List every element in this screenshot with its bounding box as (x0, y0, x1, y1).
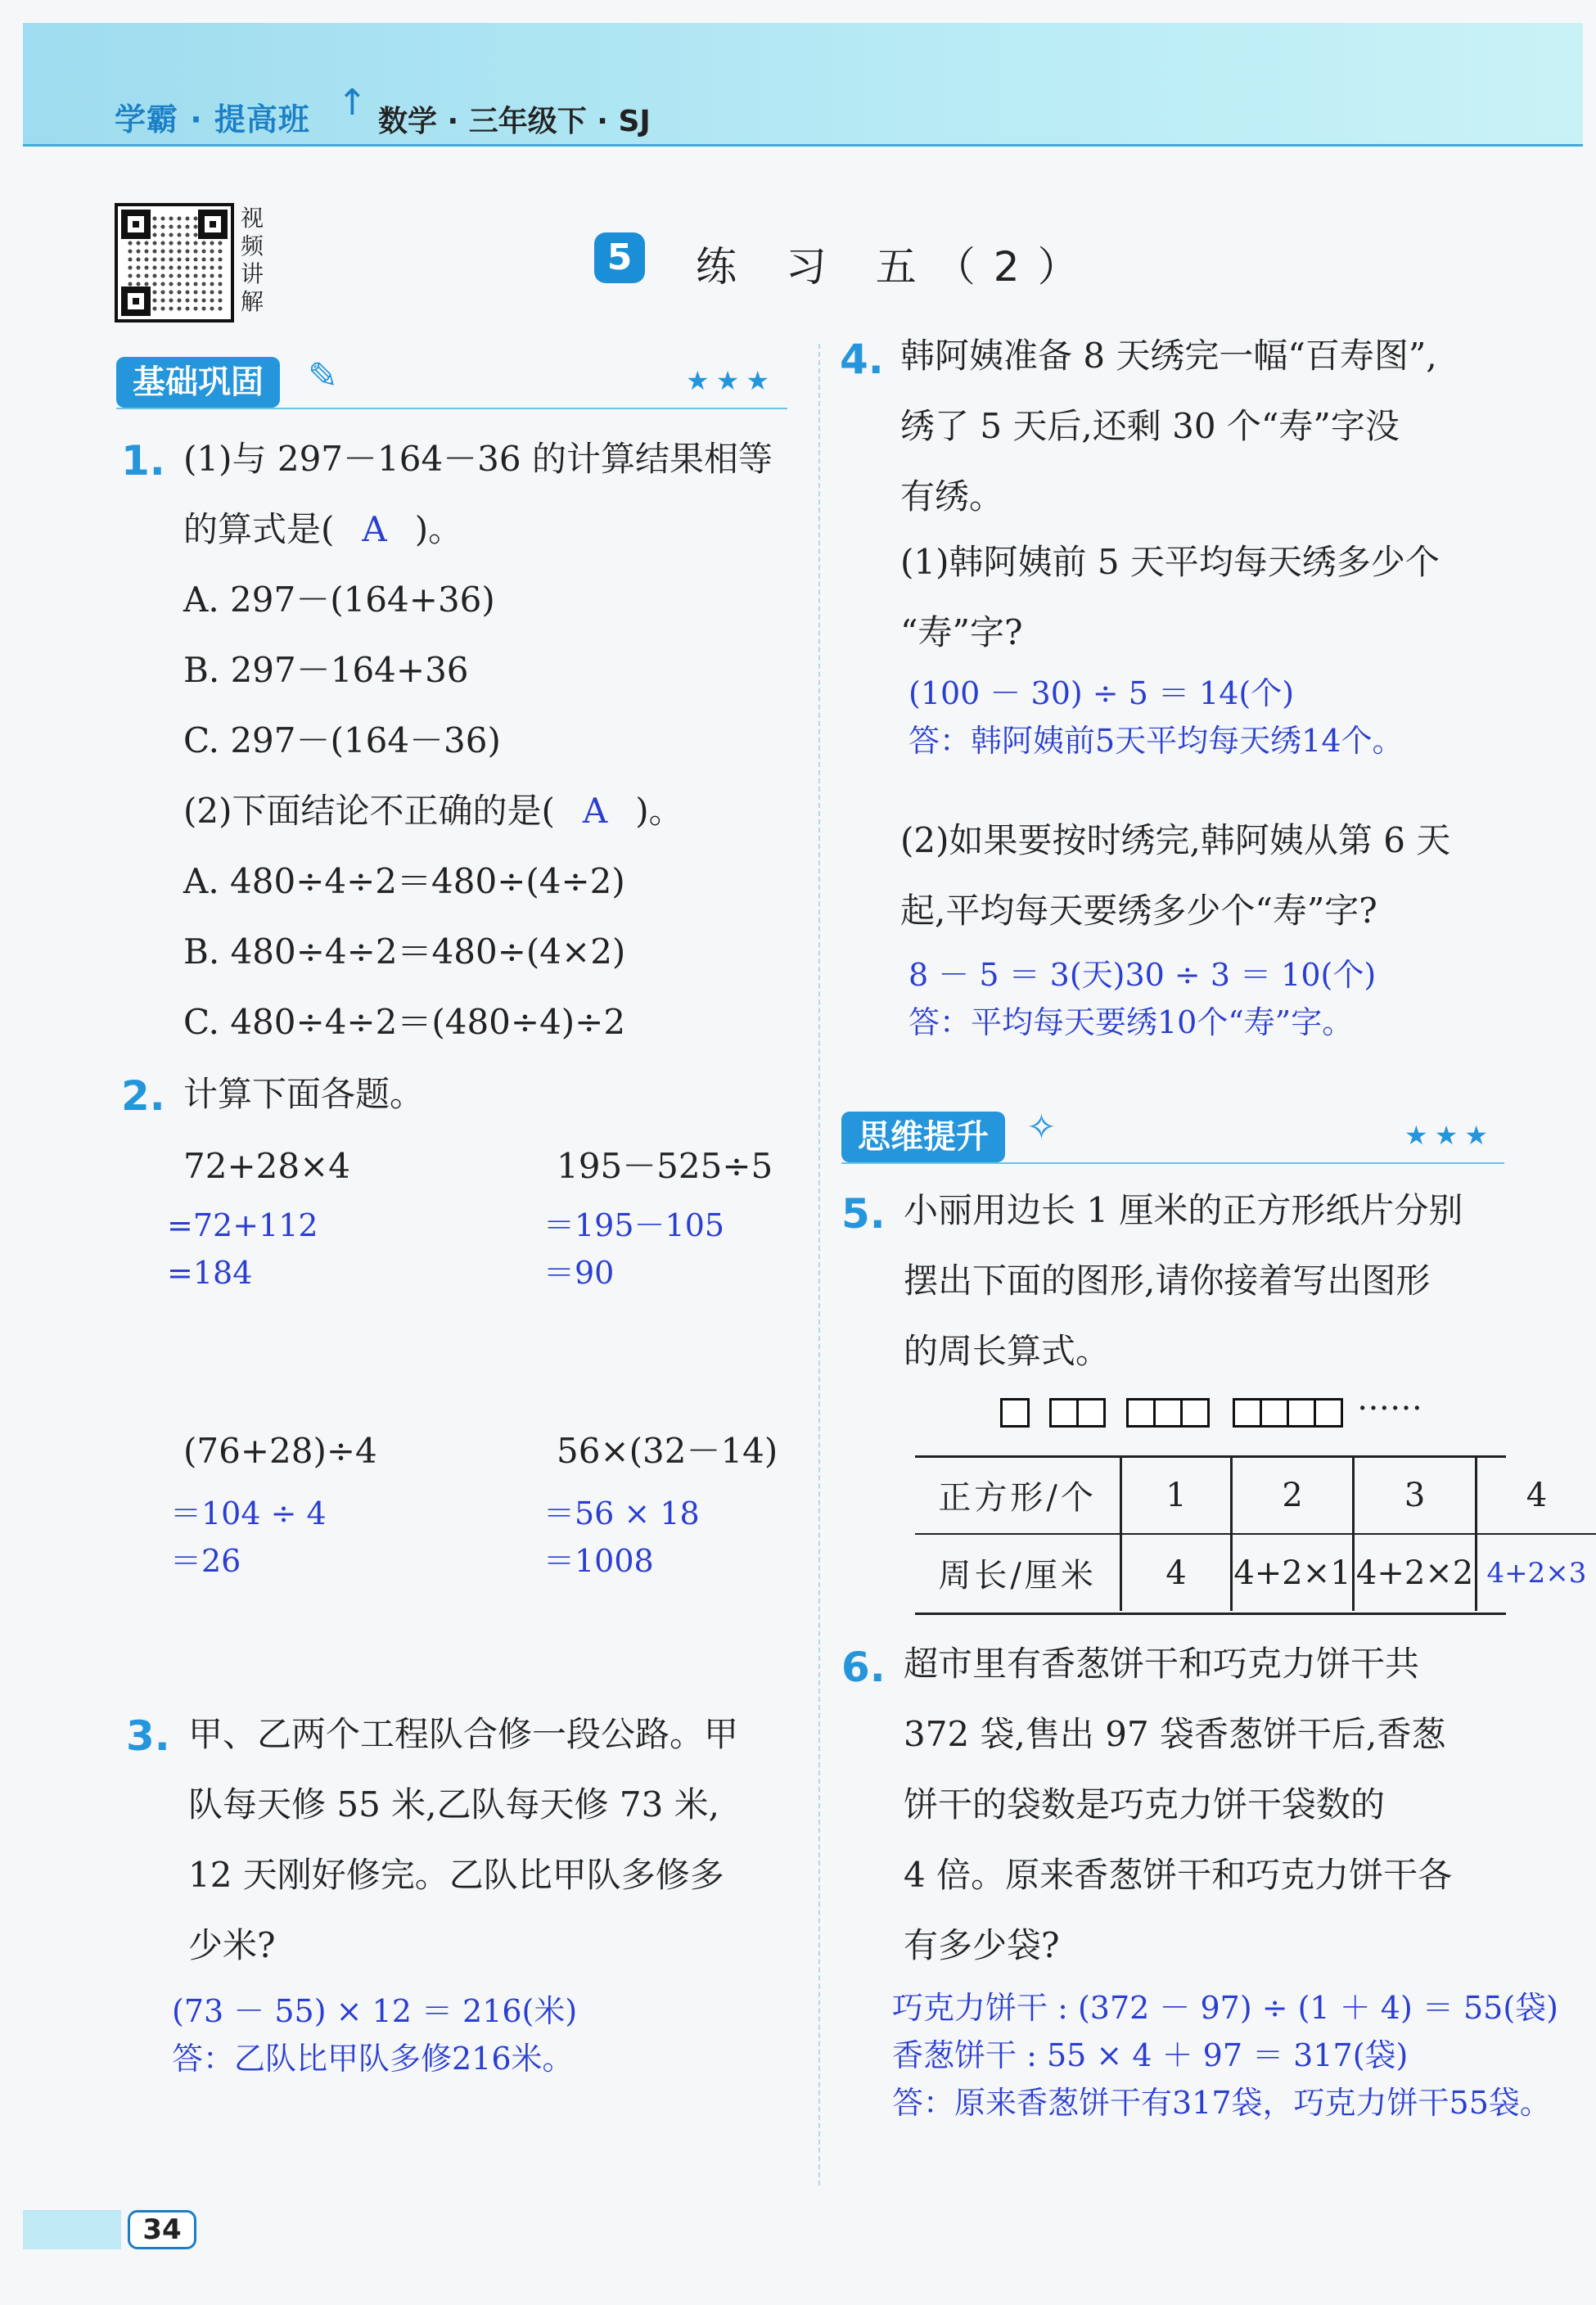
q3-line: 12 天刚好修完。乙队比甲队多修多 (188, 1855, 724, 1895)
q2-step: ＝195－105 (543, 1207, 725, 1243)
q3-line: 甲、乙两个工程队合修一段公路。甲 (188, 1714, 739, 1754)
table-answer-cell: 4+2×3 (1476, 1534, 1596, 1611)
table-bottom-rule (915, 1613, 1506, 1615)
q5-line: 的周长算式。 (904, 1331, 1111, 1371)
q2-stem: 计算下面各题。 (183, 1074, 425, 1114)
table-cell: 2 (1231, 1457, 1354, 1534)
q2-expression: 72+28×4 (183, 1146, 350, 1186)
table-cell: 4 (1476, 1457, 1596, 1534)
q4-part1-line: (1)韩阿姨前 5 天平均每天绣多少个 (900, 542, 1440, 582)
q6-line: 372 袋,售出 97 袋香葱饼干后,香葱 (904, 1714, 1446, 1754)
qr-code-icon[interactable] (115, 203, 234, 323)
section-tag-advanced: 思维提升 (841, 1112, 1005, 1162)
table-cell: 1 (1121, 1457, 1232, 1534)
q2-step: ＝90 (543, 1255, 615, 1291)
table-cell: 4+2×2 (1354, 1534, 1477, 1611)
q6-line: 有多少袋? (904, 1925, 1060, 1965)
q2-step: =184 (167, 1255, 253, 1291)
q1-option: B. 297－164+36 (183, 650, 469, 690)
q4-line: 绣了 5 天后,还剩 30 个“寿”字没 (900, 406, 1400, 446)
q1-part1-line2: 的算式是( A )。 (183, 509, 463, 549)
q4-part2-answer: 8 － 5 ＝ 3(天)30 ÷ 3 ＝ 10(个) (908, 957, 1377, 993)
lesson-number-badge: 5 (594, 232, 645, 283)
section-rule (116, 408, 787, 409)
section-tag-basic: 基础巩固 (116, 357, 280, 408)
q4-part1-line: “寿”字? (900, 612, 1023, 652)
q1-option: B. 480÷4÷2＝480÷(4×2) (183, 931, 626, 972)
spark-icon: ✧ (1026, 1107, 1057, 1148)
perimeter-table (915, 1457, 1596, 1611)
q1-option: A. 480÷4÷2＝480÷(4÷2) (183, 861, 625, 901)
q3-line: 队每天修 55 米,乙队每天修 73 米, (188, 1784, 719, 1825)
q5-line: 小丽用边长 1 厘米的正方形纸片分别 (904, 1190, 1463, 1230)
q4-line: 韩阿姨准备 8 天绣完一幅“百寿图”, (900, 336, 1437, 376)
q6-answer-line: 香葱饼干 : 55 × 4 ＋ 97 ＝ 317(袋) (892, 2037, 1409, 2073)
continuation-dots: …… (1357, 1380, 1422, 1418)
difficulty-stars: ★★★ (686, 365, 777, 396)
page-number: 34 (128, 2210, 196, 2249)
q2-step: ＝26 (170, 1543, 241, 1579)
pencil-icon: ✎ (308, 355, 338, 397)
qr-label: 视频讲解 (241, 205, 264, 315)
q4-part2-line: 起,平均每天要绣多少个“寿”字? (900, 891, 1377, 931)
q5-line: 摆出下面的图形,请你接着写出图形 (904, 1261, 1431, 1301)
question-number: 5. (841, 1190, 886, 1238)
page-title: 练 习 五（2） (696, 243, 1097, 291)
q2-expression: (76+28)÷4 (183, 1431, 377, 1471)
question-number: 4. (840, 336, 884, 383)
table-row-label: 周长/厘米 (938, 1557, 1097, 1595)
q1-part1-answer: A (362, 509, 387, 549)
q1-option: C. 297－(164－36) (183, 720, 501, 760)
brand-logo: 学霸 · 提高班 (115, 101, 310, 138)
question-number: 6. (841, 1644, 886, 1691)
q3-answer-line: 答：乙队比甲队多修216米。 (172, 2041, 574, 2077)
table-row (915, 1457, 1596, 1534)
q4-part1-answer: (100 － 30) ÷ 5 ＝ 14(个) (908, 675, 1295, 711)
arrow-up-icon: ↑ (337, 82, 367, 124)
q2-expression: 195－525÷5 (557, 1146, 773, 1186)
q6-line: 4 倍。原来香葱饼干和巧克力饼干各 (904, 1855, 1453, 1895)
q1-option: A. 297－(164+36) (183, 580, 495, 620)
q1-part1-line1: (1)与 297－164－36 的计算结果相等 (183, 439, 773, 479)
q1-part2-answer: A (582, 791, 608, 831)
q2-step: ＝1008 (543, 1543, 654, 1579)
question-number: 1. (121, 437, 165, 485)
table-cell: 4 (1121, 1534, 1232, 1611)
q3-answer-line: (73 － 55) × 12 ＝ 216(米) (172, 1993, 578, 2029)
footer-band (23, 2210, 121, 2249)
header-rule (23, 144, 1583, 147)
q2-step: ＝104 ÷ 4 (170, 1495, 327, 1531)
q2-step: ＝56 × 18 (543, 1495, 700, 1531)
question-number: 3. (126, 1712, 170, 1760)
q4-part2-line: (2)如果要按时绣完,韩阿姨从第 6 天 (900, 820, 1451, 860)
q4-line: 有绣。 (900, 476, 1004, 516)
table-row-label: 正方形/个 (915, 1457, 1121, 1534)
q6-line: 饼干的袋数是巧克力饼干袋数的 (904, 1784, 1386, 1825)
question-number: 2. (121, 1072, 165, 1120)
table-cell: 3 (1354, 1457, 1477, 1534)
table-cell: 4+2×1 (1231, 1534, 1354, 1611)
q4-part1-answer: 答：韩阿姨前5天平均每天绣14个。 (908, 723, 1404, 759)
q6-line: 超市里有香葱饼干和巧克力饼干共 (904, 1644, 1420, 1684)
section-rule (841, 1162, 1504, 1164)
q6-answer-line: 答：原来香葱饼干有317袋，巧克力饼干55袋。 (892, 2085, 1551, 2121)
q1-option: C. 480÷4÷2＝(480÷4)÷2 (183, 1002, 626, 1042)
table-row (915, 1534, 1596, 1611)
subject-label: 数学 · 三年级下 · SJ (378, 105, 651, 138)
q6-answer-line: 巧克力饼干 : (372 － 97) ÷ (1 ＋ 4) ＝ 55(袋) (892, 1990, 1558, 2026)
q3-line: 少米? (188, 1925, 276, 1965)
difficulty-stars: ★★★ (1404, 1120, 1495, 1151)
q2-step: =72+112 (167, 1207, 318, 1243)
q2-expression: 56×(32－14) (557, 1431, 778, 1471)
q1-part2-stem: (2)下面结论不正确的是( A )。 (183, 791, 683, 831)
q4-part2-answer: 答：平均每天要绣10个“寿”字。 (908, 1004, 1354, 1040)
column-divider (818, 344, 820, 2185)
